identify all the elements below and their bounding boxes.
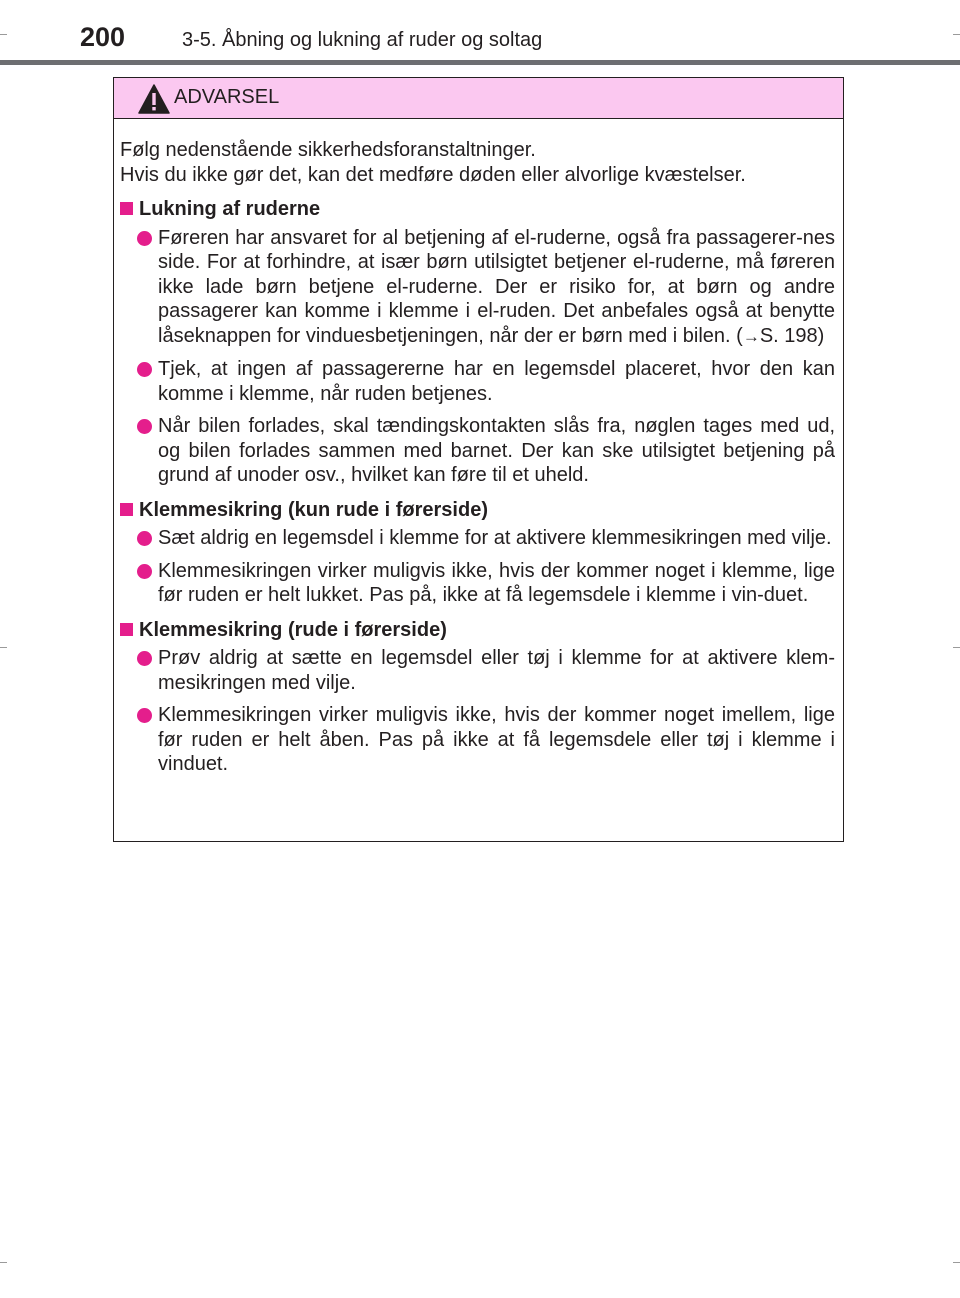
section-heading	[120, 618, 835, 643]
bullet-dot-icon	[137, 651, 152, 666]
bullet-text: Klemmesikringen virker muligvis ikke, hvis der kommer noget i klemme, lige før ruden er helt lukket. Pas på, ikke at få legemsdele i klemme i vin-duet.	[158, 559, 835, 606]
warning-header	[114, 78, 843, 119]
section-heading	[120, 498, 835, 523]
page-number: 200	[80, 22, 126, 52]
crop-mark	[0, 34, 7, 35]
warning-triangle-icon	[138, 84, 170, 114]
bullet-item	[120, 226, 835, 350]
bullet-item	[120, 559, 835, 608]
bullet-dot-icon	[137, 531, 152, 546]
section-heading-text: Lukning af ruderne	[139, 198, 321, 220]
bullet-item	[120, 526, 835, 551]
arrow-right-icon: →	[742, 326, 760, 346]
bullet-text: Tjek, at ingen af passagererne har en legemsdel placeret, hvor den kan komme i klemme, når ruden betjenes.	[158, 358, 835, 405]
section-heading-text: Klemmesikring (rude i førerside)	[139, 618, 447, 641]
bullet-item	[120, 414, 835, 488]
crop-mark	[953, 34, 960, 35]
crop-mark	[0, 1262, 7, 1263]
warning-intro	[120, 138, 835, 187]
section-heading	[120, 197, 835, 222]
warning-box	[113, 77, 844, 842]
header-rule	[0, 60, 960, 65]
bullet-text: Sæt aldrig en legemsdel i klemme for at aktivere klemmesikringen med vilje.	[158, 527, 832, 549]
bullet-dot-icon	[137, 231, 152, 246]
square-bullet-icon	[120, 503, 133, 516]
intro-line: Følg nedenstående sikkerhedsforanstaltninger.	[120, 139, 536, 161]
square-bullet-icon	[120, 202, 133, 215]
crop-mark	[953, 647, 960, 648]
bullet-text: Prøv aldrig at sætte en legemsdel eller tøj i klemme for at aktivere klem-mesikringen med vilje.	[158, 647, 835, 694]
warning-label: ADVARSEL	[174, 86, 280, 108]
intro-line: Hvis du ikke gør det, kan det medføre døden eller alvorlige kvæstelser.	[120, 163, 746, 186]
crop-mark	[953, 1262, 960, 1263]
section-title: 3-5. Åbning og lukning af ruder og soltag	[182, 29, 543, 51]
page-reference[interactable]: (→S. 198)	[736, 324, 825, 347]
bullet-item	[120, 646, 835, 695]
bullet-dot-icon	[137, 362, 152, 377]
bullet-text: Når bilen forlades, skal tændingskontakten slås fra, nøglen tages med ud, og bilen forlades sammen med barnet. Der kan ske utilsigtet betjening på grund af unoder osv., hvilket kan føre til et uheld.	[158, 415, 835, 486]
bullet-dot-icon	[137, 419, 152, 434]
bullet-item	[120, 703, 835, 777]
square-bullet-icon	[120, 623, 133, 636]
page-header	[80, 22, 880, 58]
section-heading-text: Klemmesikring (kun rude i førerside)	[139, 498, 488, 521]
warning-body	[114, 119, 843, 777]
bullet-dot-icon	[137, 564, 152, 579]
bullet-item	[120, 357, 835, 406]
bullet-text: Føreren har ansvaret for al betjening af el-ruderne, også fra passagerer-nes side. For at forhindre, at især børn utilsigtet betjener el-ruderne, må føreren ikke lade børn betjene el-ruderne. Der er risiko for, at børn og andre passagerer kan komme i klemme i el-ruden. Det anbefales også at benytte låseknappen for vinduesbetjeningen, når der er børn med i bilen.	[158, 226, 835, 347]
bullet-text: Klemmesikringen virker muligvis ikke, hvis der kommer noget imellem, lige før ruden er helt åben. Pas på ikke at få legemsdele eller tøj i klemme i vinduet.	[158, 704, 835, 775]
crop-mark	[0, 647, 7, 648]
bullet-dot-icon	[137, 708, 152, 723]
